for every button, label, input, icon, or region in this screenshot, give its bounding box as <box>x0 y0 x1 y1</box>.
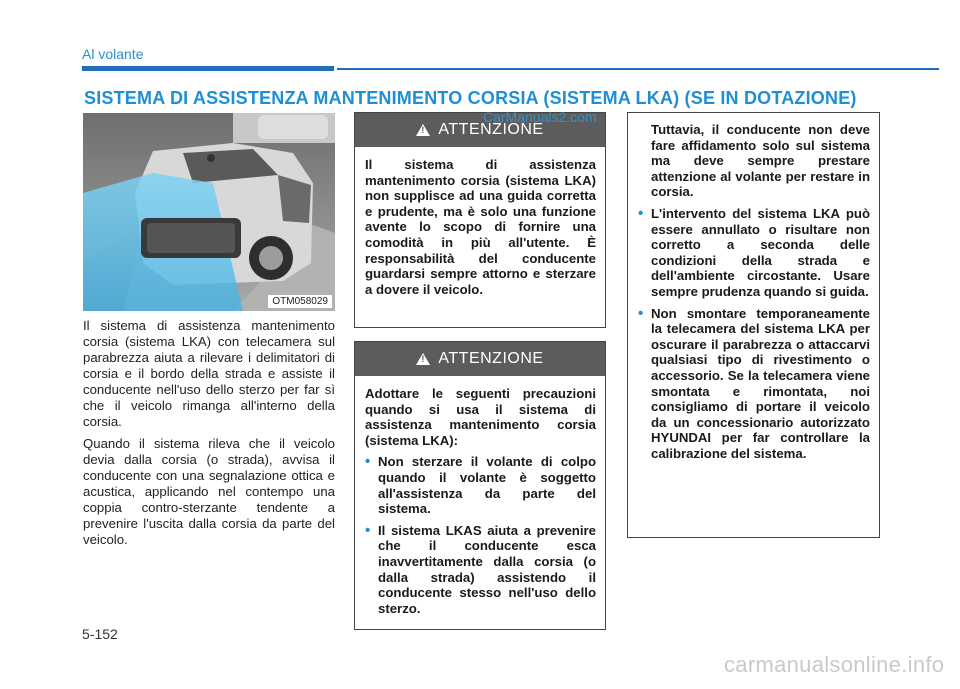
body-text <box>83 318 335 554</box>
page-number: 5-152 <box>82 626 118 642</box>
list-item: • Non smontare temporaneamente la telecamera del sistema LKA per oscurare il parabrezza o attaccarvi qualsiasi tipo di rivestimento o accessorio. Se la telecamera viene smontata e rimontata, noi consigliamo di portare il veicolo da un concessionario autorizzato HYUNDAI per far controllare la calibrazione del sistema. <box>638 306 870 462</box>
warning-box-1 <box>354 112 606 328</box>
list-item: • Il sistema LKAS aiuta a prevenire che il conducente esca inavvertitamente dalla corsia (o dalla strada) assistendo il conducente stesso nell'uso dello sterzo. <box>365 523 596 617</box>
car-illustration <box>83 113 335 311</box>
list-item: • L'intervento del sistema LKA può essere annullato o risultare non corretto a seconda delle condizioni della strada e dell'ambiente circostante. Usare sempre prudenza quando si guida. <box>638 206 870 300</box>
warning-box-2 <box>354 341 606 630</box>
warning-body-1 <box>355 147 605 309</box>
warning-triangle-icon <box>416 353 430 365</box>
warning-bullets-3 <box>638 206 870 462</box>
warning-triangle-icon <box>416 124 430 136</box>
header-rule-thick <box>82 66 334 71</box>
warning-box-3 <box>627 112 880 538</box>
warning-text-1: Il sistema di assistenza mantenimento corsia (sistema LKA) non supplisce ad una guida corretta e prudente, ma è solo una funzione avente lo scopo di fornire una comodità in più all'utente. È responsabilità del conducente guardarsi sempre attorno e sterzare a dovere il veicolo. <box>365 157 596 297</box>
body-paragraph-2: Quando il sistema rileva che il veicolo devia dalla corsia (o strada), avvisa il conducente con una segnalazione ottica e acustica, applicando nel contempo una coppia contro-sterzante tendente a prevenire l'uscita dalla corsia da parte del veicolo. <box>83 436 335 547</box>
warning-bullets-2 <box>365 454 596 616</box>
list-item: • Non sterzare il volante di colpo quando il volante è soggetto all'assistenza da parte del sistema. <box>365 454 596 516</box>
watermark: CarManuals2.com <box>483 109 597 125</box>
warning-intro-3: Tuttavia, il conducente non deve fare affidamento solo sul sistema ma deve sempre prestare attenzione al volante per restare in corsia. <box>651 122 870 200</box>
warning-body-2 <box>355 376 605 628</box>
warning-header-2 <box>355 342 605 376</box>
warning-body-3 <box>628 113 879 473</box>
page-title: SISTEMA DI ASSISTENZA MANTENIMENTO CORSIA (SISTEMA LKA) (SE IN DOTAZIONE) <box>84 88 857 108</box>
figure-car-camera <box>83 113 335 311</box>
footer-watermark: carmanualsonline.info <box>724 652 945 677</box>
warning-heading-2: ATTENZIONE <box>438 350 544 367</box>
warning-heading-1: ATTENZIONE <box>438 121 544 138</box>
header-rule-thin <box>337 68 939 70</box>
figure-code: OTM058029 <box>268 295 332 308</box>
section-label: Al volante <box>82 46 144 62</box>
body-paragraph-1: Il sistema di assistenza mantenimento corsia (sistema LKA) con telecamera sul parabrezza aiuta a rilevare i delimitatori di corsia e il bordo della strada e assiste il conducente nell'uso dello sterzo per far sì che il veicolo rimanga all'interno della corsia. <box>83 318 335 429</box>
warning-intro-2: Adottare le seguenti precauzioni quando si usa il sistema di assistenza mantenimento corsia (sistema LKA): <box>365 386 596 448</box>
